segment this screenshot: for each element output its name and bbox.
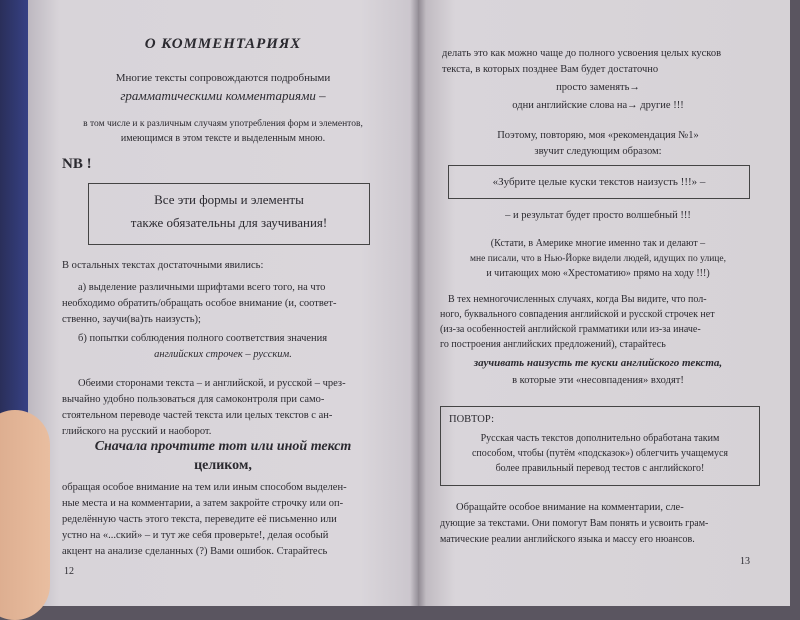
intro-line-3: в том числе и к различным случаям употребления форм и элементов, — [83, 119, 363, 129]
right-line-5: Поэтому, повторяю, моя «рекомендация №1» — [497, 130, 699, 141]
right-line-7: – и результат будет просто волшебный !!! — [505, 210, 691, 221]
right-line-2: текста, в которых позднее Вам будет достаточно — [442, 64, 659, 75]
right-line-6: звучит следующим образом: — [534, 146, 662, 157]
item-a-line-1: а) выделение различными шрифтами всего того, на что — [78, 282, 326, 293]
nb-label: NB ! — [62, 156, 92, 172]
end-line-2: дующие за текстами. Они помогут Вам понять и усвоить грам- — [440, 518, 709, 529]
right-line-8: (Кстати, в Америке многие именно так и делают – — [490, 238, 706, 249]
quote-box-text: «Зубрите целые куски текстов наизусть !!!» – — [492, 176, 706, 188]
thumb — [0, 410, 50, 620]
para-2-line-2: ные места и на комментарии, а затем закройте строчку или оп- — [62, 498, 344, 509]
right-line-14: го построения английских предложений), старайтесь — [440, 339, 666, 350]
para-1-line-4: глийского на русский и наоборот. — [62, 426, 212, 437]
box-line-2: также обязательны для заучивания! — [130, 215, 328, 230]
intro-line-4: имеющимся в этом тексте и выделенным мною. — [120, 133, 326, 144]
book-spine — [410, 0, 426, 606]
para-1-line-1: Обеими сторонами текста – и английской, и русской – чрез- — [78, 378, 346, 389]
repeat-box-line-1: Русская часть текстов дополнительно обработана таким — [480, 433, 720, 444]
item-a-line-3: ственно, заучи(ва)ть наизусть); — [62, 314, 201, 325]
para-2-line-3: ределённую часть этого текста, переведите её письменно или — [62, 514, 337, 525]
other-texts-line: В остальных текстах достаточными явились: — [62, 260, 264, 271]
para-1-line-2: вычайно удобно пользоваться для самоконтроля при само- — [62, 394, 325, 405]
page-number-right: 13 — [740, 556, 750, 567]
right-line-10: и читающих мою «Хрестоматию» прямо на ходу !!!) — [486, 268, 710, 279]
repeat-box-line-3: более правильный перевод тестов с английского! — [495, 463, 705, 474]
right-line-11: В тех немногочисленных случаях, когда Вы видите, что пол- — [448, 294, 707, 305]
repeat-box-line-2: способом, чтобы (путём «подсказок») облегчить учащемуся — [471, 448, 729, 459]
right-line-13: (из-за особенностей английской грамматики или из-за иначе- — [440, 324, 701, 335]
intro-line-2: грамматическими комментариями – — [120, 88, 326, 103]
para-2-line-1: обращая особое внимание на тем или иным способом выделен- — [62, 482, 347, 493]
item-b-line-2: английских строчек – русским. — [154, 349, 292, 360]
page-heading: О КОММЕНТАРИЯХ — [144, 36, 302, 52]
right-line-15: заучивать наизусть те куски английского текста, — [473, 357, 723, 369]
right-line-1: делать это как можно чаще до полного усвоения целых кусков — [442, 48, 722, 59]
left-page — [28, 0, 418, 606]
quote-box — [448, 165, 750, 199]
read-line-1: Сначала прочтите тот или иной текст — [94, 439, 352, 454]
intro-line-1: Многие тексты сопровождаются подробными — [115, 72, 331, 84]
para-2-line-5: акцент на анализе сделанных (?) Вами ошибок. Старайтесь — [62, 546, 328, 557]
para-1-line-3: стоятельном переводе частей текста или целых текстов с ан- — [62, 410, 333, 421]
box-line-1: Все эти формы и элементы — [154, 192, 304, 207]
repeat-box-title: ПОВТОР: — [449, 414, 495, 425]
item-b-line-1: б) попытки соблюдения полного соответствия значения — [78, 333, 328, 344]
para-2-line-4: устно на «...ский» – и тут же себя проверьте!, делая особый — [62, 530, 329, 541]
read-line-2: целиком, — [194, 458, 252, 473]
right-line-9: мне писали, что в Нью-Йорке видели людей, идущих по улице, — [470, 254, 726, 264]
end-line-3: матические реалии английского языка и массу его нюансов. — [440, 534, 695, 545]
right-page — [418, 0, 790, 606]
right-line-16: в которые эти «несовпадения» входят! — [512, 375, 684, 386]
page-number-left: 12 — [64, 566, 74, 577]
item-a-line-2: необходимо обратить/обращать особое внимание (и, соответ- — [62, 298, 337, 309]
highlight-box — [88, 183, 370, 245]
right-line-3: просто заменять→ — [556, 82, 640, 93]
repeat-box — [440, 406, 760, 486]
right-line-4: одни английские слова на→ другие !!! — [512, 100, 684, 111]
end-line-1: Обращайте особое внимание на комментарии, сле- — [456, 502, 684, 513]
right-line-12: ного, буквального совпадения английской и русской строчек нет — [440, 309, 715, 320]
